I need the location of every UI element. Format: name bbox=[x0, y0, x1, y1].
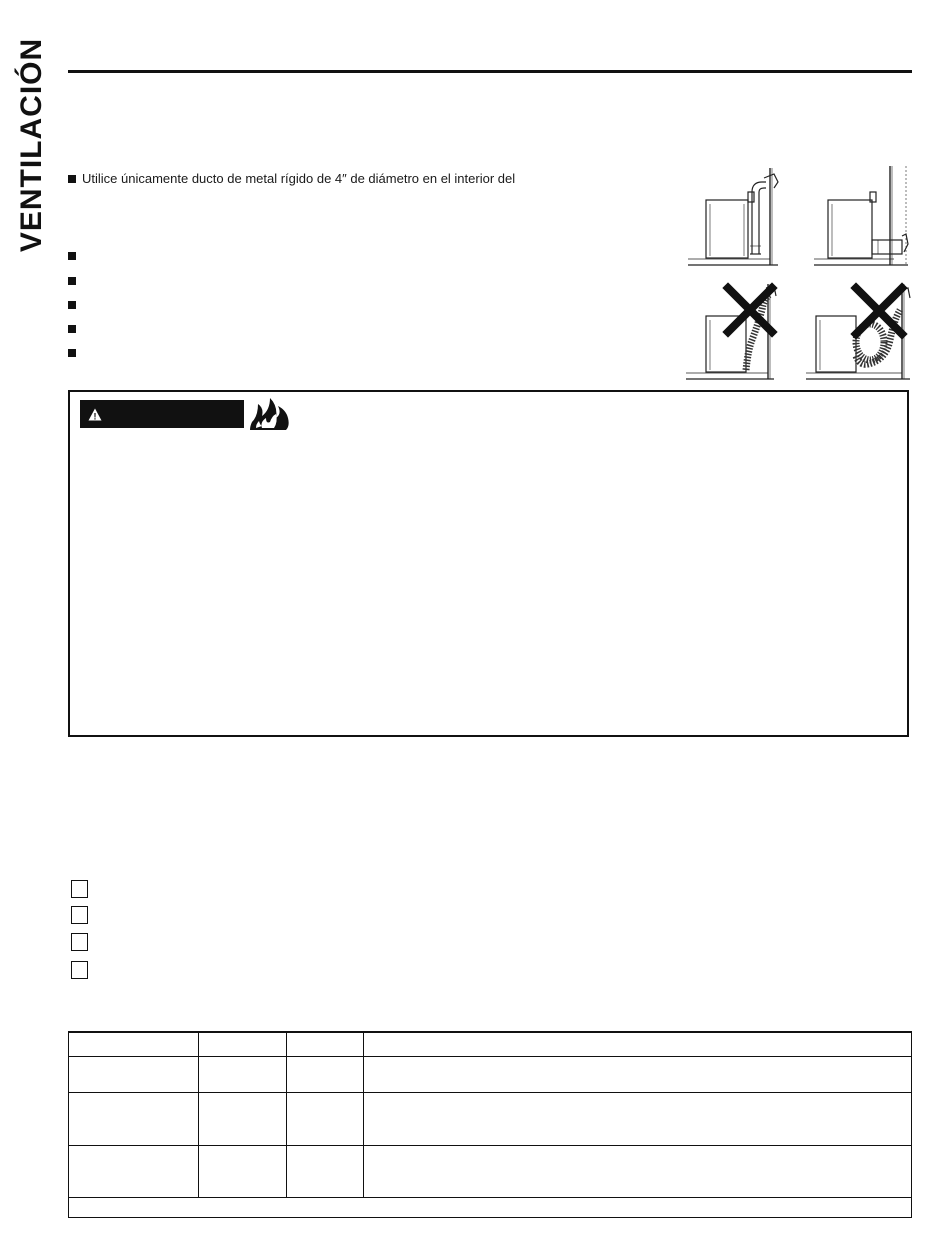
rigid-duct-up-icon bbox=[688, 162, 780, 268]
table-row bbox=[69, 1056, 912, 1092]
bullet-square-icon bbox=[68, 301, 76, 309]
bullet-square-icon bbox=[68, 252, 76, 260]
checkbox[interactable] bbox=[71, 880, 88, 898]
table-header-cell bbox=[199, 1032, 287, 1056]
table-cell bbox=[69, 1145, 199, 1197]
table-header-row bbox=[69, 1032, 912, 1056]
table-header-cell bbox=[364, 1032, 912, 1056]
duct-instruction bbox=[68, 172, 515, 186]
table-row bbox=[69, 1145, 912, 1197]
table-cell bbox=[199, 1056, 287, 1092]
checkbox[interactable] bbox=[71, 906, 88, 924]
table-header-cell bbox=[287, 1032, 364, 1056]
warning-box bbox=[68, 390, 909, 737]
checkbox[interactable] bbox=[71, 933, 88, 951]
table-cell bbox=[287, 1092, 364, 1145]
header-rule bbox=[68, 70, 912, 73]
table-footer-cell bbox=[69, 1197, 912, 1217]
fire-hazard-icon bbox=[248, 396, 292, 432]
warning-badge bbox=[80, 400, 244, 428]
bullet-square-icon bbox=[68, 349, 76, 357]
duct-instruction-text: Utilice únicamente ducto de metal rígido de 4″ de diámetro en el interior del bbox=[82, 171, 516, 186]
table-cell bbox=[69, 1056, 199, 1092]
table-cell bbox=[199, 1145, 287, 1197]
table-cell bbox=[287, 1056, 364, 1092]
table-cell bbox=[364, 1056, 912, 1092]
table-cell bbox=[69, 1092, 199, 1145]
table-footer-row bbox=[69, 1197, 912, 1217]
bullet-square-icon bbox=[68, 175, 76, 183]
coiled-flexible-duct-crossed-icon bbox=[806, 280, 912, 384]
bullet-square-icon bbox=[68, 325, 76, 333]
table-row bbox=[69, 1092, 912, 1145]
table-header-cell bbox=[69, 1032, 199, 1056]
table-cell bbox=[364, 1092, 912, 1145]
warning-triangle-icon bbox=[88, 408, 102, 421]
vent-length-table bbox=[68, 1031, 911, 1219]
section-title-text: VENTILACIÓN bbox=[15, 37, 48, 253]
rigid-duct-back-icon bbox=[814, 164, 910, 268]
section-title-vertical bbox=[10, 30, 54, 260]
table-cell bbox=[287, 1145, 364, 1197]
flexible-duct-crossed-icon bbox=[686, 280, 778, 384]
table-cell bbox=[199, 1092, 287, 1145]
bullet-square-icon bbox=[68, 277, 76, 285]
table-cell bbox=[364, 1145, 912, 1197]
warning-triangle-glyph: ! bbox=[93, 410, 97, 421]
checkbox[interactable] bbox=[71, 961, 88, 979]
